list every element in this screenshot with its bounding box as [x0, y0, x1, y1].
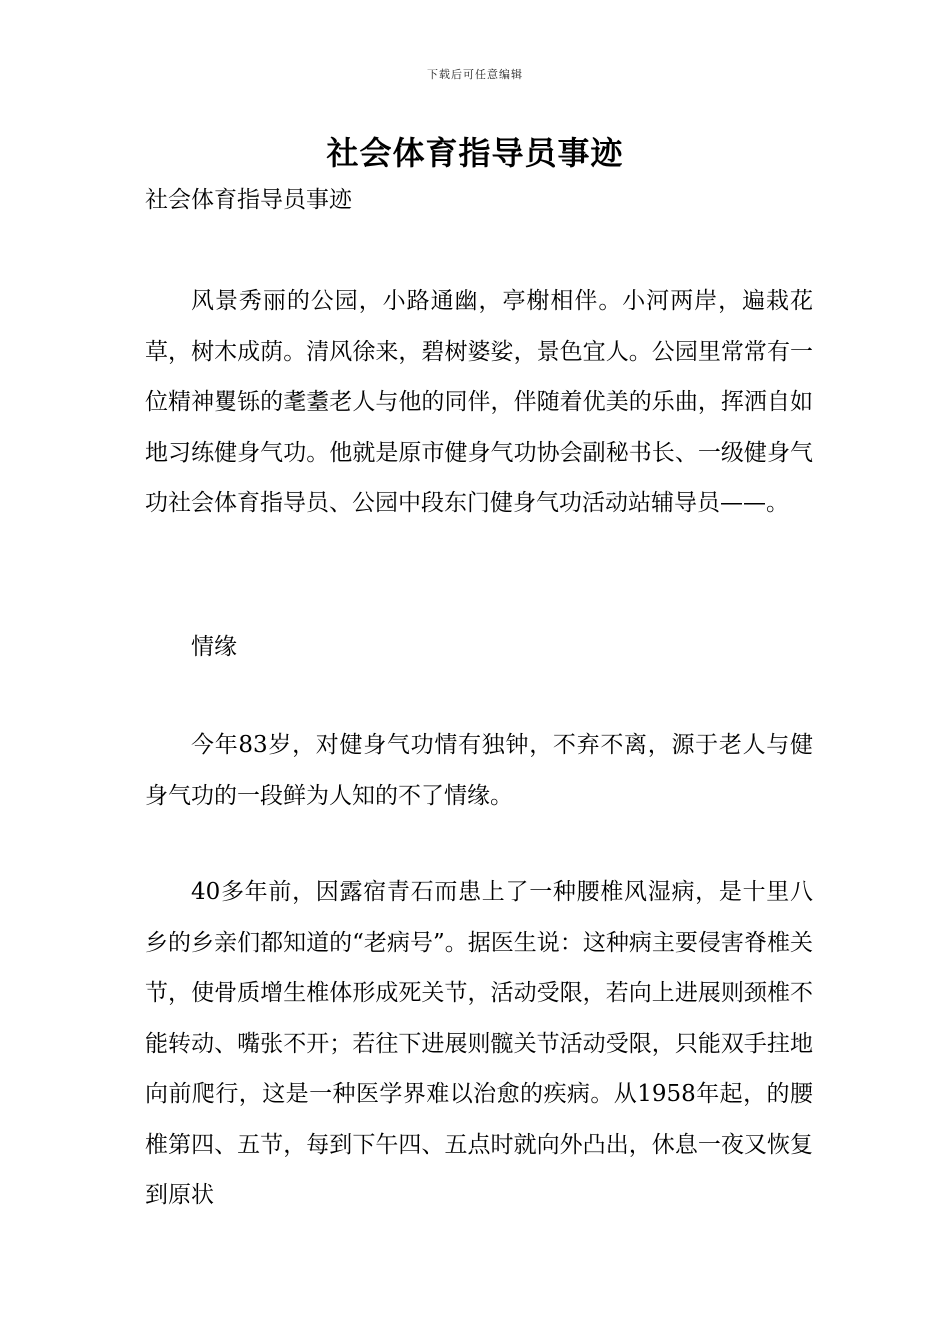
page-header-note: 下载后可任意编辑 — [427, 68, 523, 81]
paragraph-intro: 风景秀丽的公园，小路通幽，亭榭相伴。小河两岸，遍栽花草，树木成荫。清风徐来，碧树婆娑，景色宜人。公园里常常有一位精神矍铄的耄耋老人与他的同伴，伴随着优美的乐曲，挥洒自如地习练健身气功。他就是原市健身气功协会副秘书长、一级健身气功社会体育指导员、公园中段东门健身气功活动站辅导员——。 — [145, 288, 813, 516]
paragraph-age: 今年83岁，对健身气功情有独钟，不弃不离，源于老人与健身气功的一段鲜为人知的不了情缘。 — [145, 732, 813, 809]
paragraph-illness: 40多年前，因露宿青石而患上了一种腰椎风湿病，是十里八乡的乡亲们都知道的“老病号”。据医生说：这种病主要侵害脊椎关节，使骨质增生椎体形成死关节，活动受限，若向上进展则颈椎不能转动、嘴张不开；若往下进展则髋关节活动受限，只能双手拄地向前爬行，这是一种医学界难以治愈的疾病。从1958年起，的腰椎第四、五节，每到下午四、五点时就向外凸出，休息一夜又恢复到原状 — [145, 879, 813, 1208]
section-heading-qingyuan: 情缘 — [191, 634, 237, 660]
document-subtitle: 社会体育指导员事迹 — [145, 187, 352, 213]
document-title: 社会体育指导员事迹 — [326, 134, 624, 172]
